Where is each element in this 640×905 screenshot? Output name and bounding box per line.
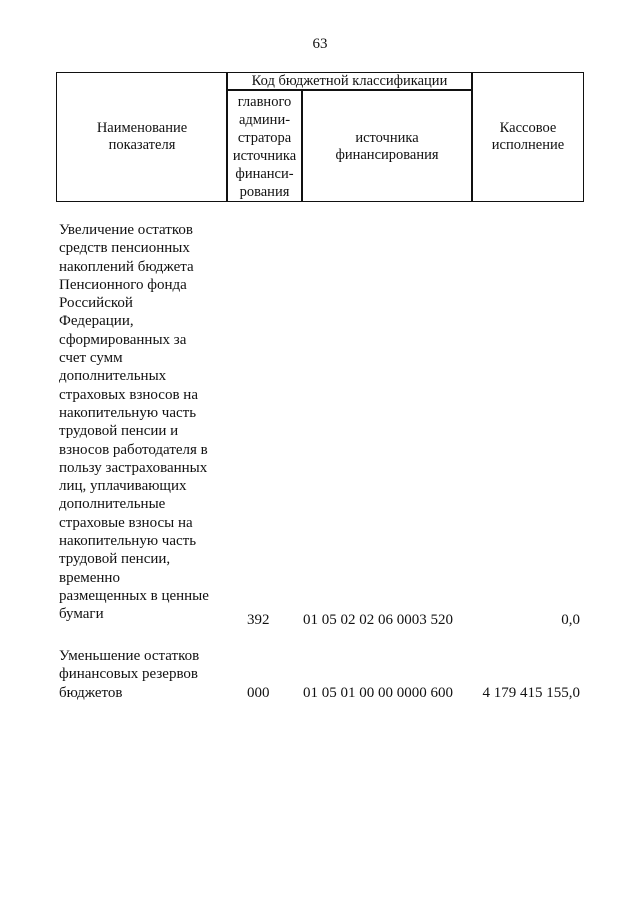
row-source-code: 01 05 02 02 06 0003 520 [303, 612, 453, 628]
header-name-column: Наименование показателя [96, 120, 188, 153]
row-amount: 0,0 [561, 612, 580, 628]
page-number: 63 [312, 36, 328, 52]
header-admin-column: главного админи- стратора источника финанси- рования [232, 93, 297, 200]
row-admin-code: 000 [247, 685, 270, 701]
header-amount-column: Кассовое исполнение [491, 120, 565, 153]
header-code-group: Код бюджетной классификации [251, 72, 448, 89]
header-source-column: источника финансирования [335, 129, 439, 163]
row-indicator-name: Увеличение остатков средств пенсионных накоплений бюджета Пенсионного фонда Российской Федерации, сформированных за счет сумм дополнительных страховых взносов на накопительную часть трудовой пенсии и взносов работодателя в пользу застрахованных лиц, уплачивающих дополнительные страховые взносы на накопительную часть трудовой пенсии, временно размещенных в ценные бумаги [59, 222, 209, 623]
row-admin-code: 392 [247, 612, 270, 628]
row-amount: 4 179 415 155,0 [482, 685, 580, 701]
row-indicator-name: Уменьшение остатков финансовых резервов бюджетов [59, 648, 200, 701]
row-source-code: 01 05 01 00 00 0000 600 [303, 685, 453, 701]
